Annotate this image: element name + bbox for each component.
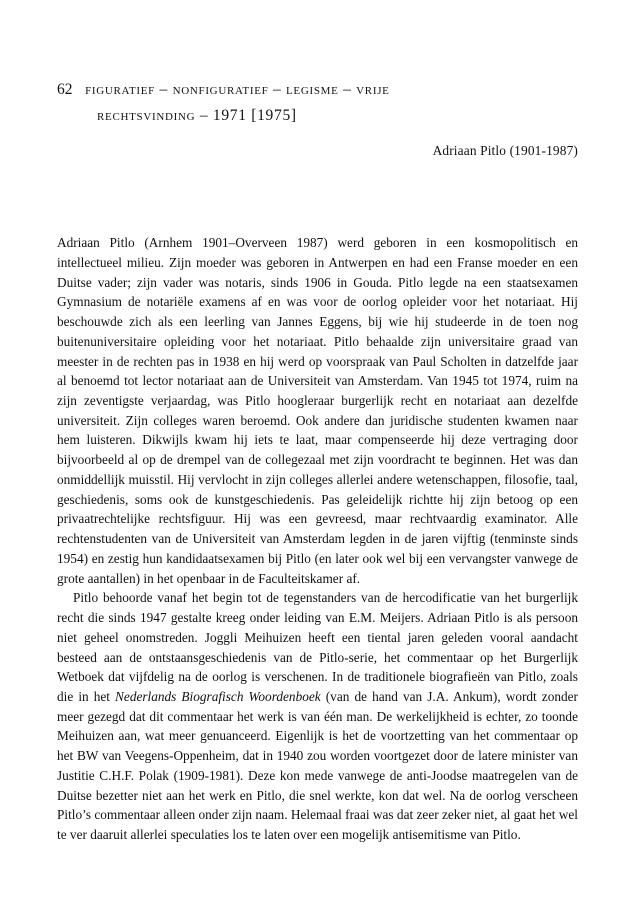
page-content xyxy=(57,78,578,845)
body-text xyxy=(57,233,578,845)
chapter-title-line-2: rechtsvinding – 1971 [1975] xyxy=(97,106,297,124)
chapter-heading xyxy=(57,78,578,127)
chapter-title-line-1: figuratief – nonfiguratief – legisme – vrije xyxy=(85,81,390,98)
chapter-number: 62 xyxy=(57,81,73,98)
body-paragraph: Pitlo behoorde vanaf het begin tot de tegenstanders van de hercodificatie van het burgerlijk recht die sinds 1947 gestalte kreeg onder leiding van E.M. Meijers. Adriaan Pitlo is als persoon niet geheel onomstreden. Joggli Meihuizen heeft een tiental jaren geleden vooral aandacht besteed aan de ontstaansgeschiedenis van de Pitlo-serie, het commentaar op het Burgerlijk Wetboek dat vijfdelig na de oorlog is verschenen. In de traditionele biografieën van Pitlo, zoals die in het Nederlands Biografisch Woordenboek (van de hand van J.A. Ankum), wordt zonder meer gezegd dat dit commentaar het werk is van één man. De werkelijkheid is echter, zo toonde Meihuizen aan, wat meer genuanceerd. Eigenlijk is het de voortzetting van het commentaar op het BW van Veegens-Oppenheim, dat in 1940 zou worden voortgezet door de latere minister van Justitie C.H.F. Polak (1909-1981). Deze kon mede vanwege de anti-Joodse maatregelen van de Duitse bezetter niet aan het werk en Pitlo, die snel werkte, kon dat wel. Na de oorlog verscheen Pitlo’s commentaar alleen onder zijn naam. Helemaal fraai was dat zeer zeker niet, al gaat het wel te ver daaruit allerlei speculaties los te laten over een mogelijk antisemitisme van Pitlo. xyxy=(57,590,578,843)
italic-title: Nederlands Biografisch Woordenboek xyxy=(115,688,321,704)
body-paragraph: Adriaan Pitlo (Arnhem 1901–Overveen 1987) werd geboren in een kosmopolitisch en intellectueel milieu. Zijn moeder was geboren in Antwerpen en had een Franse moeder en een Duitse vader; zijn vader was notaris, sinds 1906 in Gouda. Pitlo legde na een staatsexamen Gymnasium de notariële examens af en was voor de oorlog opleider voor het notariaat. Hij beschouwde zich als een leerling van Jannes Eggens, bij wie hij studeerde in de toen nog buitenuniversitaire opleiding voor het notariaat. Pitlo behaalde zijn universitaire graad van meester in de rechten pas in 1938 en hij werd op voorspraak van Paul Scholten in datzelfde jaar al benoemd tot lector notariaat aan de Universiteit van Amsterdam. Van 1945 tot 1974, ruim na zijn zeventigste verjaardag, was Pitlo hoogleraar burgerlijk recht en notariaat aan dezelfde universiteit. Zijn colleges waren beroemd. Ook andere dan juridische studenten kwamen naar hem luisteren. Dikwijls kwam hij iets te laat, maar compenseerde hij deze vertraging door bijvoorbeeld al op de drempel van de collegezaal met zijn voordracht te beginnen. Het was dan onmiddellijk muisstil. Hij vervlocht in zijn colleges allerlei andere wetenschappen, filosofie, taal, geschiedenis, soms ook de kunstgeschiedenis. Pas geleidelijk richtte hij zijn betoog op een privaatrechtelijke rechtsfiguur. Hij was een gevreesd, maar rechtvaardig examinator. Alle rechtenstudenten van de Universiteit van Amsterdam legden in de jaren vijftig (tenminste sinds 1954) en zestig hun kandidaatsexamen bij Pitlo (en later ook wel bij een vervangster vanwege de grote aantallen) in het openbaar in de Faculteitskamer af. xyxy=(57,235,578,586)
chapter-author: Adriaan Pitlo (1901-1987) xyxy=(432,143,578,159)
chapter-heading-line-1 xyxy=(57,78,578,102)
